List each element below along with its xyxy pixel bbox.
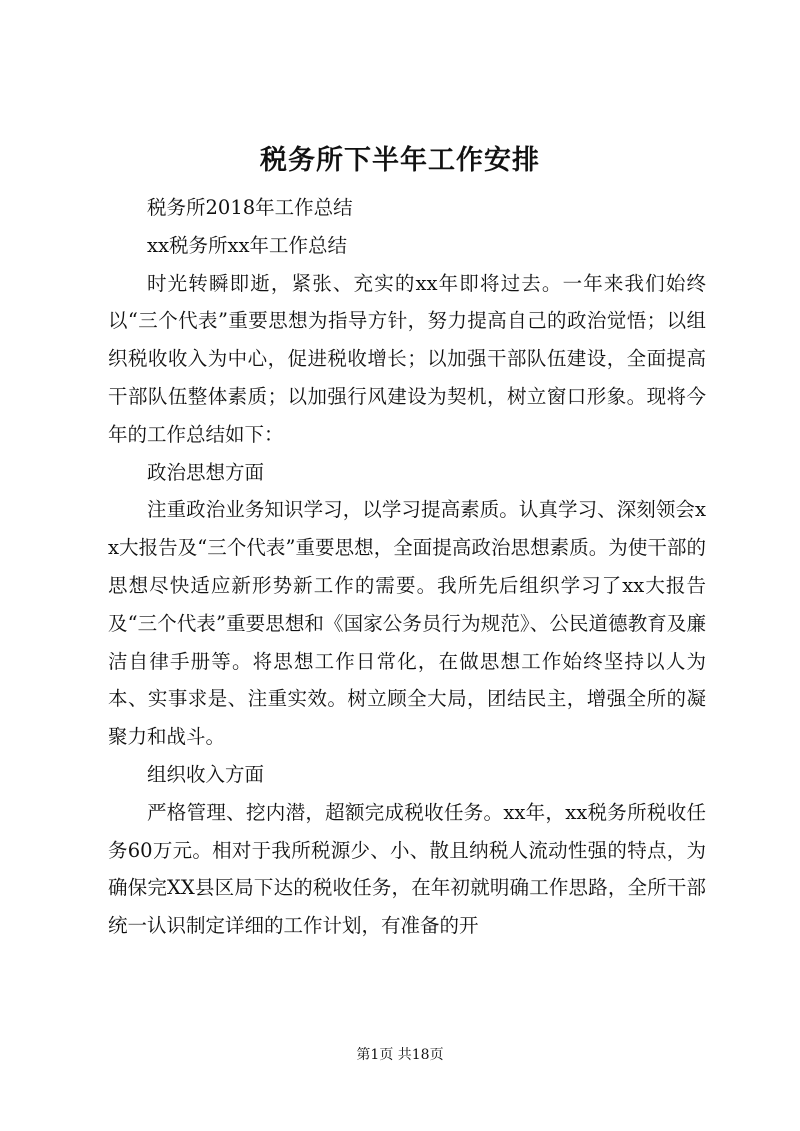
document-body: [108, 189, 706, 945]
paragraph-intro: 时光转瞬即逝，紧张、充实的xx年即将过去。一年来我们始终以“三个代表”重要思想为指导方针，努力提高自己的政治觉悟；以组织税收收入为中心，促进税收增长；以加强干部队伍建设，全面提高干部队伍整体素质；以加强行风建设为契机，树立窗口形象。现将今年的工作总结如下：: [108, 271, 706, 446]
section-heading-political: 政治思想方面: [147, 460, 265, 484]
paragraph-political: 注重政治业务知识学习，以学习提高素质。认真学习、深刻领会xx大报告及“三个代表”重要思想，全面提高政治思想素质。为使干部的思想尽快适应新形势新工作的需要。我所先后组织学习了xx大报告及“三个代表”重要思想和《国家公务员行为规范》、公民道德教育及廉洁自律手册等。将思想工作日常化，在做思想工作始终坚持以人为本、实事求是、注重实效。树立顾全大局，团结民主，增强全所的凝聚力和战斗。: [108, 498, 706, 749]
page-footer: 第1页 共18页: [356, 1047, 444, 1063]
paragraph-revenue: 严格管理、挖内潜，超额完成税收任务。xx年，xx税务所税收任务60万元。相对于我所税源少、小、散且纳税人流动性强的特点，为确保完XX县区局下达的税收任务，在年初就明确工作思路，全所干部统一认识制定详细的工作计划，有准备的开: [108, 800, 706, 938]
paragraph-subtitle-2018: 税务所2018年工作总结: [147, 196, 353, 219]
section-heading-revenue: 组织收入方面: [147, 762, 265, 786]
document-title: 税务所下半年工作安排: [260, 145, 540, 176]
paragraph-subtitle-xx: xx税务所xx年工作总结: [147, 233, 347, 257]
